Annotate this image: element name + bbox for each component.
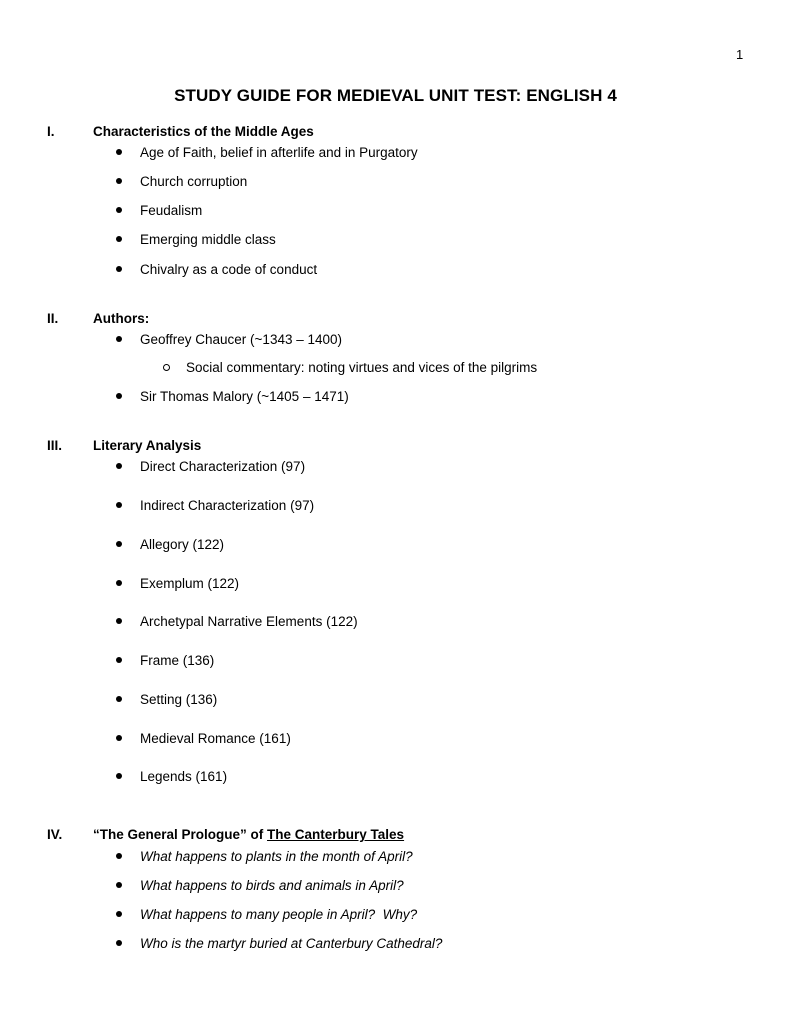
list-item [0,145,791,163]
bullet-icon [116,696,122,702]
list-item-text: Frame (136) [140,653,215,668]
list-item-text: Direct Characterization (97) [140,459,306,474]
hollow-bullet-icon [163,364,170,371]
question-item [0,936,791,954]
list-item-text: Setting (136) [140,692,218,707]
bullet-icon [116,236,122,242]
list-item-text: Social commentary: noting virtues and vices of the pilgrims [186,360,538,375]
book-title: The Canterbury Tales [267,827,405,842]
list-item-text: Geoffrey Chaucer (~1343 – 1400) [140,332,343,347]
question-text: Who is the martyr buried at Canterbury Cathedral? [140,936,443,951]
list-item-text: Sir Thomas Malory (~1405 – 1471) [140,389,349,404]
page-number: 1 [736,47,744,62]
bullet-icon [116,773,122,779]
list-item-text: Feudalism [140,203,203,218]
list-item [0,731,791,749]
bullet-icon [116,940,122,946]
section-heading: Literary Analysis [93,438,202,453]
question-item [0,907,791,925]
bullet-icon [116,266,122,272]
section-numeral: II. [47,311,59,326]
list-item-text: Exemplum (122) [140,576,240,591]
list-item-text: Church corruption [140,174,248,189]
list-item [0,232,791,250]
list-item-text: Emerging middle class [140,232,276,247]
list-item [0,174,791,192]
list-item [0,537,791,555]
bullet-icon [116,541,122,547]
section-heading: Authors: [93,311,150,326]
bullet-icon [116,618,122,624]
bullet-icon [116,393,122,399]
list-item [0,459,791,477]
list-item-text: Age of Faith, belief in afterlife and in Purgatory [140,145,418,160]
bullet-icon [116,336,122,342]
bullet-icon [116,502,122,508]
list-item [0,692,791,710]
list-item [0,262,791,280]
list-item [0,576,791,594]
bullet-icon [116,657,122,663]
section-heading [93,827,404,842]
bullet-icon [116,207,122,213]
bullet-icon [116,463,122,469]
bullet-icon [116,178,122,184]
list-item-text: Chivalry as a code of conduct [140,262,318,277]
list-item-text: Legends (161) [140,769,228,784]
list-item [0,614,791,632]
question-text: What happens to plants in the month of April? [140,849,413,864]
section-numeral: I. [47,124,55,139]
list-item [0,389,791,407]
list-item-text: Indirect Characterization (97) [140,498,315,513]
list-item [0,769,791,787]
question-item [0,878,791,896]
bullet-icon [116,735,122,741]
list-item [0,498,791,516]
list-item [0,203,791,221]
page-title: STUDY GUIDE FOR MEDIEVAL UNIT TEST: ENGLISH 4 [174,86,617,105]
section-heading: Characteristics of the Middle Ages [93,124,314,139]
sub-list-item [0,360,791,378]
question-item [0,849,791,867]
question-text: What happens to many people in April? Why? [140,907,418,922]
list-item [0,653,791,671]
list-item-text: Archetypal Narrative Elements (122) [140,614,358,629]
list-item-text: Allegory (122) [140,537,225,552]
question-text: What happens to birds and animals in April? [140,878,404,893]
bullet-icon [116,853,122,859]
list-item [0,332,791,350]
bullet-icon [116,580,122,586]
heading-prefix: “The General Prologue” of [93,827,268,842]
bullet-icon [116,882,122,888]
section-numeral: IV. [47,827,63,842]
bullet-icon [116,149,122,155]
bullet-icon [116,911,122,917]
section-numeral: III. [47,438,63,453]
list-item-text: Medieval Romance (161) [140,731,291,746]
